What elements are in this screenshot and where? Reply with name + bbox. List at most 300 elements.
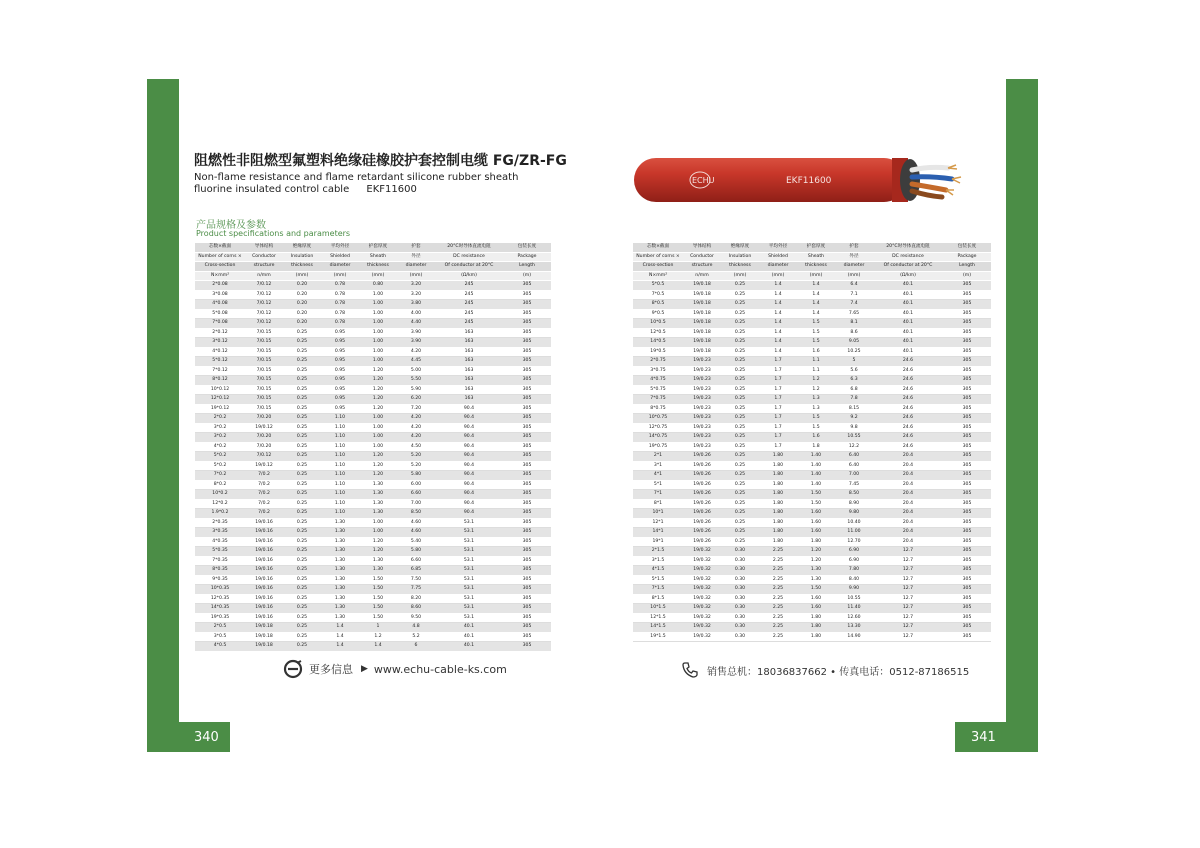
table-cell: 90.4 (435, 414, 503, 424)
table-cell: 1.30 (321, 518, 359, 528)
table-cell: 90.4 (435, 499, 503, 509)
echu-logo-icon (283, 659, 303, 679)
table-cell: 53.1 (435, 518, 503, 528)
table-cell: 19/0.26 (683, 461, 721, 471)
table-cell: 305 (503, 604, 551, 614)
table-cell: 305 (503, 423, 551, 433)
table-cell: 7/0.15 (245, 357, 283, 367)
table-cell: 1.00 (359, 309, 397, 319)
table-cell: 1.80 (759, 499, 797, 509)
table-cell: 1.10 (321, 433, 359, 443)
table-cell: 1.00 (359, 328, 397, 338)
table-cell: 0.20 (283, 319, 321, 329)
table-row (195, 623, 551, 633)
table-cell: 0.25 (283, 480, 321, 490)
table-cell: 305 (943, 281, 991, 291)
table-cell: 305 (943, 300, 991, 310)
table-cell: 8*0.35 (195, 566, 245, 576)
table-cell: 0.25 (721, 395, 759, 405)
table-cell: 19/0.23 (683, 423, 721, 433)
table-cell: 3*0.12 (195, 338, 245, 348)
table-cell: 0.78 (321, 309, 359, 319)
table-cell: 5*0.08 (195, 309, 245, 319)
table-cell: 0.78 (321, 281, 359, 291)
table-header-row (633, 243, 991, 252)
table-row (633, 404, 991, 414)
header-cell: 护套厚度 (797, 243, 835, 252)
table-cell: 305 (503, 528, 551, 538)
table-row (633, 338, 991, 348)
table-cell: 1.20 (359, 471, 397, 481)
table-cell: 19/0.26 (683, 528, 721, 538)
table-cell: 7/0.15 (245, 328, 283, 338)
table-cell: 5*0.2 (195, 461, 245, 471)
table-cell: 7/0.2 (245, 509, 283, 519)
table-cell: 0.30 (721, 613, 759, 623)
table-cell: 1.00 (359, 357, 397, 367)
table-cell: 0.25 (721, 509, 759, 519)
header-cell: Number of corns × (195, 252, 245, 262)
header-cell: 平均外径 (321, 243, 359, 252)
table-cell: 19/0.18 (245, 632, 283, 642)
table-cell: 53.1 (435, 566, 503, 576)
table-cell: 12*0.5 (633, 328, 683, 338)
table-cell: 0.95 (321, 376, 359, 386)
table-cell: 1.00 (359, 442, 397, 452)
table-cell: 7*0.75 (633, 395, 683, 405)
table-cell: 4*0.08 (195, 300, 245, 310)
table-cell: 1.7 (759, 404, 797, 414)
footer-website (283, 659, 507, 679)
contact-text: 销售总机：18036837662 • 传真电话：0512-87186515 (707, 666, 970, 678)
table-cell: 163 (435, 385, 503, 395)
table-cell: 19/0.32 (683, 547, 721, 557)
table-row (195, 309, 551, 319)
table-cell: 1.4 (359, 642, 397, 652)
table-cell: 7*0.2 (195, 471, 245, 481)
header-cell: DC resistance (873, 252, 943, 262)
table-cell: 7.80 (835, 566, 873, 576)
table-cell: 0.25 (721, 338, 759, 348)
table-row (195, 575, 551, 585)
table-cell: 4.50 (397, 442, 435, 452)
table-cell: 1.30 (321, 604, 359, 614)
table-cell: 1.20 (359, 547, 397, 557)
table-cell: 305 (943, 623, 991, 633)
table-row (633, 423, 991, 433)
table-row (195, 414, 551, 424)
table-row (195, 300, 551, 310)
header-cell: (mm) (359, 271, 397, 281)
table-cell: 3*1 (633, 461, 683, 471)
table-cell: 7/0.15 (245, 338, 283, 348)
spec-table-right (633, 243, 991, 642)
table-cell: 0.20 (283, 290, 321, 300)
table-cell: 305 (503, 442, 551, 452)
header-cell: diameter (759, 262, 797, 272)
header-cell: 包装长度 (503, 243, 551, 252)
table-cell: 305 (943, 471, 991, 481)
table-cell: 7.00 (397, 499, 435, 509)
table-cell: 305 (503, 433, 551, 443)
header-cell: 导体结构 (683, 243, 721, 252)
table-cell: 0.78 (321, 319, 359, 329)
table-cell: 8*0.12 (195, 376, 245, 386)
table-cell: 1.00 (359, 433, 397, 443)
table-cell: 13.30 (835, 623, 873, 633)
table-cell: 3.90 (397, 328, 435, 338)
table-cell: 1.30 (321, 528, 359, 538)
table-row (633, 357, 991, 367)
table-cell: 2.25 (759, 604, 797, 614)
table-cell: 9.50 (397, 613, 435, 623)
table-cell: 305 (503, 613, 551, 623)
table-cell: 1.10 (321, 423, 359, 433)
table-cell: 5*0.5 (633, 281, 683, 291)
header-cell: structure (245, 262, 283, 272)
header-cell: Package (943, 252, 991, 262)
table-cell: 0.25 (283, 452, 321, 462)
title-en-text: Non-flame resistance and flame retardant silicone rubber sheath fluorine insulated control cable (194, 172, 519, 195)
table-cell: 305 (503, 347, 551, 357)
table-cell: 4.45 (397, 357, 435, 367)
table-cell: 0.25 (721, 461, 759, 471)
table-cell: 305 (503, 566, 551, 576)
table-cell: 0.95 (321, 366, 359, 376)
header-cell: Number of corns × (633, 252, 683, 262)
header-cell: thickness (283, 262, 321, 272)
table-cell: 1.4 (797, 309, 835, 319)
table-cell: 1.4 (321, 642, 359, 652)
table-cell: 14*1 (633, 528, 683, 538)
table-cell: 0.25 (721, 537, 759, 547)
table-row (195, 509, 551, 519)
table-cell: 19/0.32 (683, 594, 721, 604)
table-row (633, 281, 991, 291)
table-cell: 245 (435, 309, 503, 319)
table-cell: 0.95 (321, 338, 359, 348)
table-row (195, 585, 551, 595)
cable-brand-label: ECHU (692, 176, 715, 185)
table-row (195, 632, 551, 642)
table-cell: 5*1 (633, 480, 683, 490)
table-cell: 0.20 (283, 300, 321, 310)
table-cell: 7.00 (835, 471, 873, 481)
table-cell: 0.25 (283, 528, 321, 538)
table-cell: 10.25 (835, 347, 873, 357)
table-cell: 11.00 (835, 528, 873, 538)
table-cell: 1.2 (359, 632, 397, 642)
table-row (195, 499, 551, 509)
table-cell: 0.25 (283, 366, 321, 376)
table-cell: 305 (943, 442, 991, 452)
table-cell: 1.2 (797, 376, 835, 386)
table-cell: 1.10 (321, 499, 359, 509)
table-cell: 305 (943, 404, 991, 414)
table-cell: 90.4 (435, 404, 503, 414)
table-row (633, 585, 991, 595)
table-cell: 1.20 (359, 537, 397, 547)
table-header-row (195, 252, 551, 262)
website-link[interactable]: www.echu-cable-ks.com (373, 662, 507, 676)
table-cell: 305 (943, 338, 991, 348)
header-cell: (mm) (321, 271, 359, 281)
table-cell: 305 (943, 452, 991, 462)
table-cell: 7/0.2 (245, 499, 283, 509)
table-cell: 24.6 (873, 376, 943, 386)
table-cell: 19/0.16 (245, 594, 283, 604)
table-cell: 3*0.2 (195, 433, 245, 443)
header-cell: thickness (721, 262, 759, 272)
table-row (633, 385, 991, 395)
table-cell: 0.25 (283, 385, 321, 395)
table-cell: 1.20 (359, 385, 397, 395)
table-cell: 0.20 (283, 281, 321, 291)
table-cell: 90.4 (435, 461, 503, 471)
table-cell: 19/0.16 (245, 575, 283, 585)
table-cell: 90.4 (435, 423, 503, 433)
table-row (195, 642, 551, 652)
table-cell: 19/0.26 (683, 509, 721, 519)
table-cell: 12.7 (873, 632, 943, 642)
table-cell: 7/0.12 (245, 452, 283, 462)
table-cell: 305 (503, 480, 551, 490)
table-cell: 0.30 (721, 585, 759, 595)
table-cell: 245 (435, 290, 503, 300)
table-cell: 20.4 (873, 471, 943, 481)
table-cell: 53.1 (435, 594, 503, 604)
table-cell: 0.25 (283, 585, 321, 595)
table-cell: 1.00 (359, 347, 397, 357)
table-cell: 1.40 (797, 471, 835, 481)
header-cell: (mm) (835, 271, 873, 281)
table-cell: 7*0.5 (633, 290, 683, 300)
table-row (633, 328, 991, 338)
table-cell: 40.1 (873, 309, 943, 319)
table-cell: 6.4 (835, 281, 873, 291)
table-cell: 19/0.16 (245, 537, 283, 547)
table-cell: 245 (435, 281, 503, 291)
table-cell: 5*1.5 (633, 575, 683, 585)
table-cell: 2*0.5 (195, 623, 245, 633)
table-cell: 10*1.5 (633, 604, 683, 614)
header-cell: Length (503, 262, 551, 272)
table-row (633, 433, 991, 443)
table-cell: 12.7 (873, 547, 943, 557)
table-cell: 1.60 (797, 518, 835, 528)
table-cell: 8.20 (397, 594, 435, 604)
table-cell: 10.55 (835, 594, 873, 604)
table-cell: 7/0.15 (245, 404, 283, 414)
table-cell: 53.1 (435, 613, 503, 623)
header-cell: 护套 (397, 243, 435, 252)
table-cell: 1.7 (759, 423, 797, 433)
table-cell: 305 (943, 328, 991, 338)
table-cell: 5.80 (397, 547, 435, 557)
table-cell: 20.4 (873, 518, 943, 528)
table-cell: 90.4 (435, 452, 503, 462)
table-cell: 305 (503, 585, 551, 595)
table-cell: 305 (943, 585, 991, 595)
table-cell: 8.1 (835, 319, 873, 329)
table-cell: 0.25 (721, 480, 759, 490)
table-cell: 305 (943, 319, 991, 329)
table-cell: 5*0.12 (195, 357, 245, 367)
table-cell: 2*0.2 (195, 414, 245, 424)
table-cell: 19*0.35 (195, 613, 245, 623)
table-cell: 90.4 (435, 471, 503, 481)
table-cell: 4.20 (397, 414, 435, 424)
header-cell: Sheath (359, 252, 397, 262)
table-cell: 4.8 (397, 623, 435, 633)
table-cell: 7/0.2 (245, 471, 283, 481)
table-cell: 9.8 (835, 423, 873, 433)
right-green-bar (1006, 79, 1038, 752)
phone-icon (681, 661, 699, 679)
table-cell: 7/0.12 (245, 281, 283, 291)
table-cell: 8.15 (835, 404, 873, 414)
header-cell: structure (683, 262, 721, 272)
table-cell: 1.5 (797, 423, 835, 433)
table-cell: 12.7 (873, 556, 943, 566)
table-row (633, 547, 991, 557)
more-info-label: 更多信息 (309, 663, 353, 676)
table-cell: 19/0.26 (683, 518, 721, 528)
table-row (633, 480, 991, 490)
table-cell: 1.60 (797, 528, 835, 538)
table-cell: 19/0.32 (683, 575, 721, 585)
table-cell: 4.60 (397, 528, 435, 538)
table-row (633, 319, 991, 329)
table-cell: 2.25 (759, 575, 797, 585)
table-cell: 12.7 (873, 604, 943, 614)
table-cell: 10.40 (835, 518, 873, 528)
table-cell: 40.1 (435, 642, 503, 652)
table-cell: 1.5 (797, 319, 835, 329)
table-cell: 12.2 (835, 442, 873, 452)
table-row (633, 452, 991, 462)
right-page-number-tab (955, 722, 1038, 752)
table-cell: 1.30 (321, 585, 359, 595)
table-cell: 0.25 (283, 404, 321, 414)
table-cell: 1.50 (359, 585, 397, 595)
table-cell: 0.30 (721, 556, 759, 566)
header-cell: (mm) (397, 271, 435, 281)
table-cell: 1.80 (759, 490, 797, 500)
table-cell: 19/0.32 (683, 566, 721, 576)
table-cell: 7/0.15 (245, 395, 283, 405)
table-cell: 0.25 (721, 433, 759, 443)
table-row (633, 471, 991, 481)
table-cell: 305 (943, 499, 991, 509)
table-cell: 7/0.12 (245, 300, 283, 310)
table-cell: 12*0.2 (195, 499, 245, 509)
table-cell: 1.80 (759, 509, 797, 519)
header-cell: (mm) (797, 271, 835, 281)
table-cell: 19/0.12 (245, 423, 283, 433)
table-cell: 1.7 (759, 442, 797, 452)
table-cell: 40.1 (873, 300, 943, 310)
table-header-row (633, 252, 991, 262)
table-row (195, 376, 551, 386)
table-cell: 1.30 (359, 509, 397, 519)
table-cell: 12*0.75 (633, 423, 683, 433)
table-cell: 19/0.32 (683, 604, 721, 614)
table-cell: 40.1 (873, 338, 943, 348)
table-row (633, 509, 991, 519)
table-cell: 24.6 (873, 366, 943, 376)
table-cell: 0.25 (283, 642, 321, 652)
table-cell: 0.25 (283, 518, 321, 528)
table-cell: 19/0.16 (245, 528, 283, 538)
header-cell: 包装长度 (943, 243, 991, 252)
table-cell: 3*1.5 (633, 556, 683, 566)
table-cell: 24.6 (873, 414, 943, 424)
table-row (633, 300, 991, 310)
table-cell: 305 (503, 338, 551, 348)
table-cell: 0.25 (721, 471, 759, 481)
table-cell: 305 (503, 594, 551, 604)
table-row (195, 290, 551, 300)
table-cell: 245 (435, 319, 503, 329)
table-cell: 0.25 (283, 376, 321, 386)
section-title-cn: 产品规格及参数 (196, 220, 266, 231)
header-cell: diameter (835, 262, 873, 272)
table-cell: 305 (943, 575, 991, 585)
table-cell: 3.20 (397, 290, 435, 300)
table-cell: 9.80 (835, 509, 873, 519)
table-cell: 305 (943, 490, 991, 500)
table-cell: 1.00 (359, 290, 397, 300)
header-cell: thickness (359, 262, 397, 272)
table-cell: 1.4 (797, 300, 835, 310)
table-cell: 53.1 (435, 528, 503, 538)
table-cell: 0.25 (283, 433, 321, 443)
table-cell: 6.90 (835, 547, 873, 557)
table-cell: 24.6 (873, 357, 943, 367)
table-row (195, 404, 551, 414)
table-cell: 19/0.32 (683, 556, 721, 566)
table-cell: 12*1 (633, 518, 683, 528)
table-cell: 4*1 (633, 471, 683, 481)
table-cell: 1.40 (797, 461, 835, 471)
table-cell: 5.2 (397, 632, 435, 642)
table-cell: 0.25 (721, 319, 759, 329)
table-cell: 19/0.18 (683, 290, 721, 300)
table-cell: 305 (943, 518, 991, 528)
header-cell: 外径 (397, 252, 435, 262)
table-cell: 2*0.35 (195, 518, 245, 528)
table-cell: 0.25 (283, 547, 321, 557)
table-cell: 305 (943, 309, 991, 319)
table-cell: 8*0.75 (633, 404, 683, 414)
table-cell: 1.7 (759, 385, 797, 395)
table-cell: 1.5 (797, 338, 835, 348)
table-row (195, 528, 551, 538)
table-cell: 1.00 (359, 423, 397, 433)
table-cell: 6.3 (835, 376, 873, 386)
model-code: EKF11600 (366, 184, 417, 195)
table-cell: 19/0.26 (683, 490, 721, 500)
table-cell: 7*0.12 (195, 366, 245, 376)
table-row (195, 594, 551, 604)
table-cell: 1.80 (797, 632, 835, 642)
table-row (633, 632, 991, 642)
table-cell: 7.20 (397, 404, 435, 414)
table-cell: 305 (503, 404, 551, 414)
table-cell: 163 (435, 347, 503, 357)
table-row (195, 366, 551, 376)
